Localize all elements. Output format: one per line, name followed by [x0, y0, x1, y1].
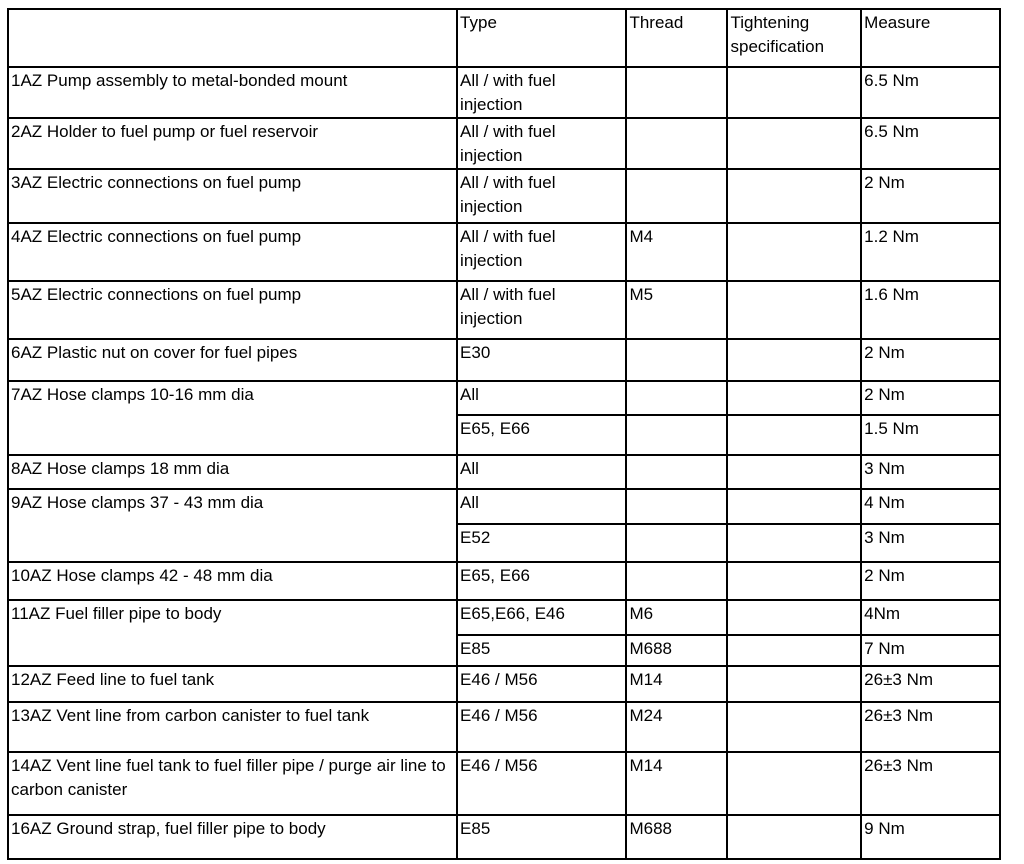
- component-cell: 3AZ Electric connections on fuel pump: [8, 169, 457, 223]
- table-row: [8, 702, 1000, 752]
- component-cell: 11AZ Fuel filler pipe to body: [8, 600, 457, 666]
- tightening-cell: [727, 118, 861, 169]
- thread-cell: [626, 489, 727, 524]
- thread-cell: M688: [626, 815, 727, 859]
- thread-cell: M5: [626, 281, 727, 339]
- component-cell: 7AZ Hose clamps 10-16 mm dia: [8, 381, 457, 455]
- type-cell: All: [457, 455, 626, 489]
- table-row: [8, 489, 1000, 524]
- tightening-cell: [727, 666, 861, 702]
- type-cell: All: [457, 381, 626, 415]
- thread-cell: [626, 169, 727, 223]
- torque-spec-table: [7, 8, 1001, 860]
- header-type: Type: [457, 9, 626, 67]
- table-row: [8, 223, 1000, 281]
- tightening-cell: [727, 455, 861, 489]
- thread-cell: [626, 339, 727, 381]
- type-cell: E46 / M56: [457, 752, 626, 815]
- tightening-cell: [727, 524, 861, 562]
- component-cell: 12AZ Feed line to fuel tank: [8, 666, 457, 702]
- component-cell: 5AZ Electric connections on fuel pump: [8, 281, 457, 339]
- table-row: [8, 67, 1000, 118]
- measure-cell: 3 Nm: [861, 455, 1000, 489]
- measure-cell: 2 Nm: [861, 381, 1000, 415]
- type-cell: E85: [457, 635, 626, 666]
- measure-cell: 2 Nm: [861, 562, 1000, 600]
- measure-cell: 4Nm: [861, 600, 1000, 635]
- thread-cell: [626, 381, 727, 415]
- component-cell: 9AZ Hose clamps 37 - 43 mm dia: [8, 489, 457, 562]
- measure-cell: 9 Nm: [861, 815, 1000, 859]
- type-cell: All: [457, 489, 626, 524]
- thread-cell: [626, 524, 727, 562]
- component-cell: 8AZ Hose clamps 18 mm dia: [8, 455, 457, 489]
- component-cell: 6AZ Plastic nut on cover for fuel pipes: [8, 339, 457, 381]
- component-cell: 13AZ Vent line from carbon canister to fuel tank: [8, 702, 457, 752]
- tightening-cell: [727, 223, 861, 281]
- type-cell: E52: [457, 524, 626, 562]
- component-cell: 4AZ Electric connections on fuel pump: [8, 223, 457, 281]
- table-row: [8, 600, 1000, 635]
- tightening-cell: [727, 752, 861, 815]
- thread-cell: M688: [626, 635, 727, 666]
- measure-cell: 3 Nm: [861, 524, 1000, 562]
- measure-cell: 1.5 Nm: [861, 415, 1000, 455]
- tightening-cell: [727, 815, 861, 859]
- measure-cell: 1.2 Nm: [861, 223, 1000, 281]
- measure-cell: 26±3 Nm: [861, 702, 1000, 752]
- table-row: [8, 752, 1000, 815]
- measure-cell: 6.5 Nm: [861, 118, 1000, 169]
- measure-cell: 6.5 Nm: [861, 67, 1000, 118]
- type-cell: E65,E66, E46: [457, 600, 626, 635]
- header-row: [8, 9, 1000, 67]
- thread-cell: M24: [626, 702, 727, 752]
- type-cell: E46 / M56: [457, 666, 626, 702]
- table-row: [8, 118, 1000, 169]
- table-row: [8, 381, 1000, 415]
- tightening-cell: [727, 600, 861, 635]
- type-cell: All / with fuel injection: [457, 169, 626, 223]
- thread-cell: [626, 415, 727, 455]
- component-cell: 2AZ Holder to fuel pump or fuel reservoir: [8, 118, 457, 169]
- type-cell: E46 / M56: [457, 702, 626, 752]
- component-cell: 16AZ Ground strap, fuel filler pipe to body: [8, 815, 457, 859]
- type-cell: E85: [457, 815, 626, 859]
- table-row: [8, 455, 1000, 489]
- tightening-cell: [727, 381, 861, 415]
- tightening-cell: [727, 562, 861, 600]
- type-cell: E65, E66: [457, 562, 626, 600]
- type-cell: E65, E66: [457, 415, 626, 455]
- thread-cell: [626, 118, 727, 169]
- header-measure: Measure: [861, 9, 1000, 67]
- tightening-cell: [727, 67, 861, 118]
- header-tightening: Tightening specification: [727, 9, 861, 67]
- tightening-cell: [727, 635, 861, 666]
- measure-cell: 4 Nm: [861, 489, 1000, 524]
- measure-cell: 2 Nm: [861, 339, 1000, 381]
- measure-cell: 26±3 Nm: [861, 752, 1000, 815]
- thread-cell: [626, 67, 727, 118]
- type-cell: All / with fuel injection: [457, 223, 626, 281]
- thread-cell: M6: [626, 600, 727, 635]
- measure-cell: 7 Nm: [861, 635, 1000, 666]
- table-row: [8, 666, 1000, 702]
- type-cell: E30: [457, 339, 626, 381]
- header-thread: Thread: [626, 9, 727, 67]
- table-row: [8, 562, 1000, 600]
- tightening-cell: [727, 489, 861, 524]
- thread-cell: M14: [626, 666, 727, 702]
- thread-cell: M14: [626, 752, 727, 815]
- table-row: [8, 815, 1000, 859]
- tightening-cell: [727, 169, 861, 223]
- component-cell: 1AZ Pump assembly to metal-bonded mount: [8, 67, 457, 118]
- tightening-cell: [727, 281, 861, 339]
- measure-cell: 26±3 Nm: [861, 666, 1000, 702]
- tightening-cell: [727, 702, 861, 752]
- measure-cell: 2 Nm: [861, 169, 1000, 223]
- tightening-cell: [727, 339, 861, 381]
- thread-cell: [626, 455, 727, 489]
- table-row: [8, 281, 1000, 339]
- component-cell: 14AZ Vent line fuel tank to fuel filler pipe / purge air line to carbon canister: [8, 752, 457, 815]
- type-cell: All / with fuel injection: [457, 281, 626, 339]
- measure-cell: 1.6 Nm: [861, 281, 1000, 339]
- table-row: [8, 339, 1000, 381]
- table-body: [8, 67, 1000, 859]
- type-cell: All / with fuel injection: [457, 118, 626, 169]
- tightening-cell: [727, 415, 861, 455]
- component-cell: 10AZ Hose clamps 42 - 48 mm dia: [8, 562, 457, 600]
- header-component: [8, 9, 457, 67]
- thread-cell: [626, 562, 727, 600]
- type-cell: All / with fuel injection: [457, 67, 626, 118]
- table-row: [8, 169, 1000, 223]
- thread-cell: M4: [626, 223, 727, 281]
